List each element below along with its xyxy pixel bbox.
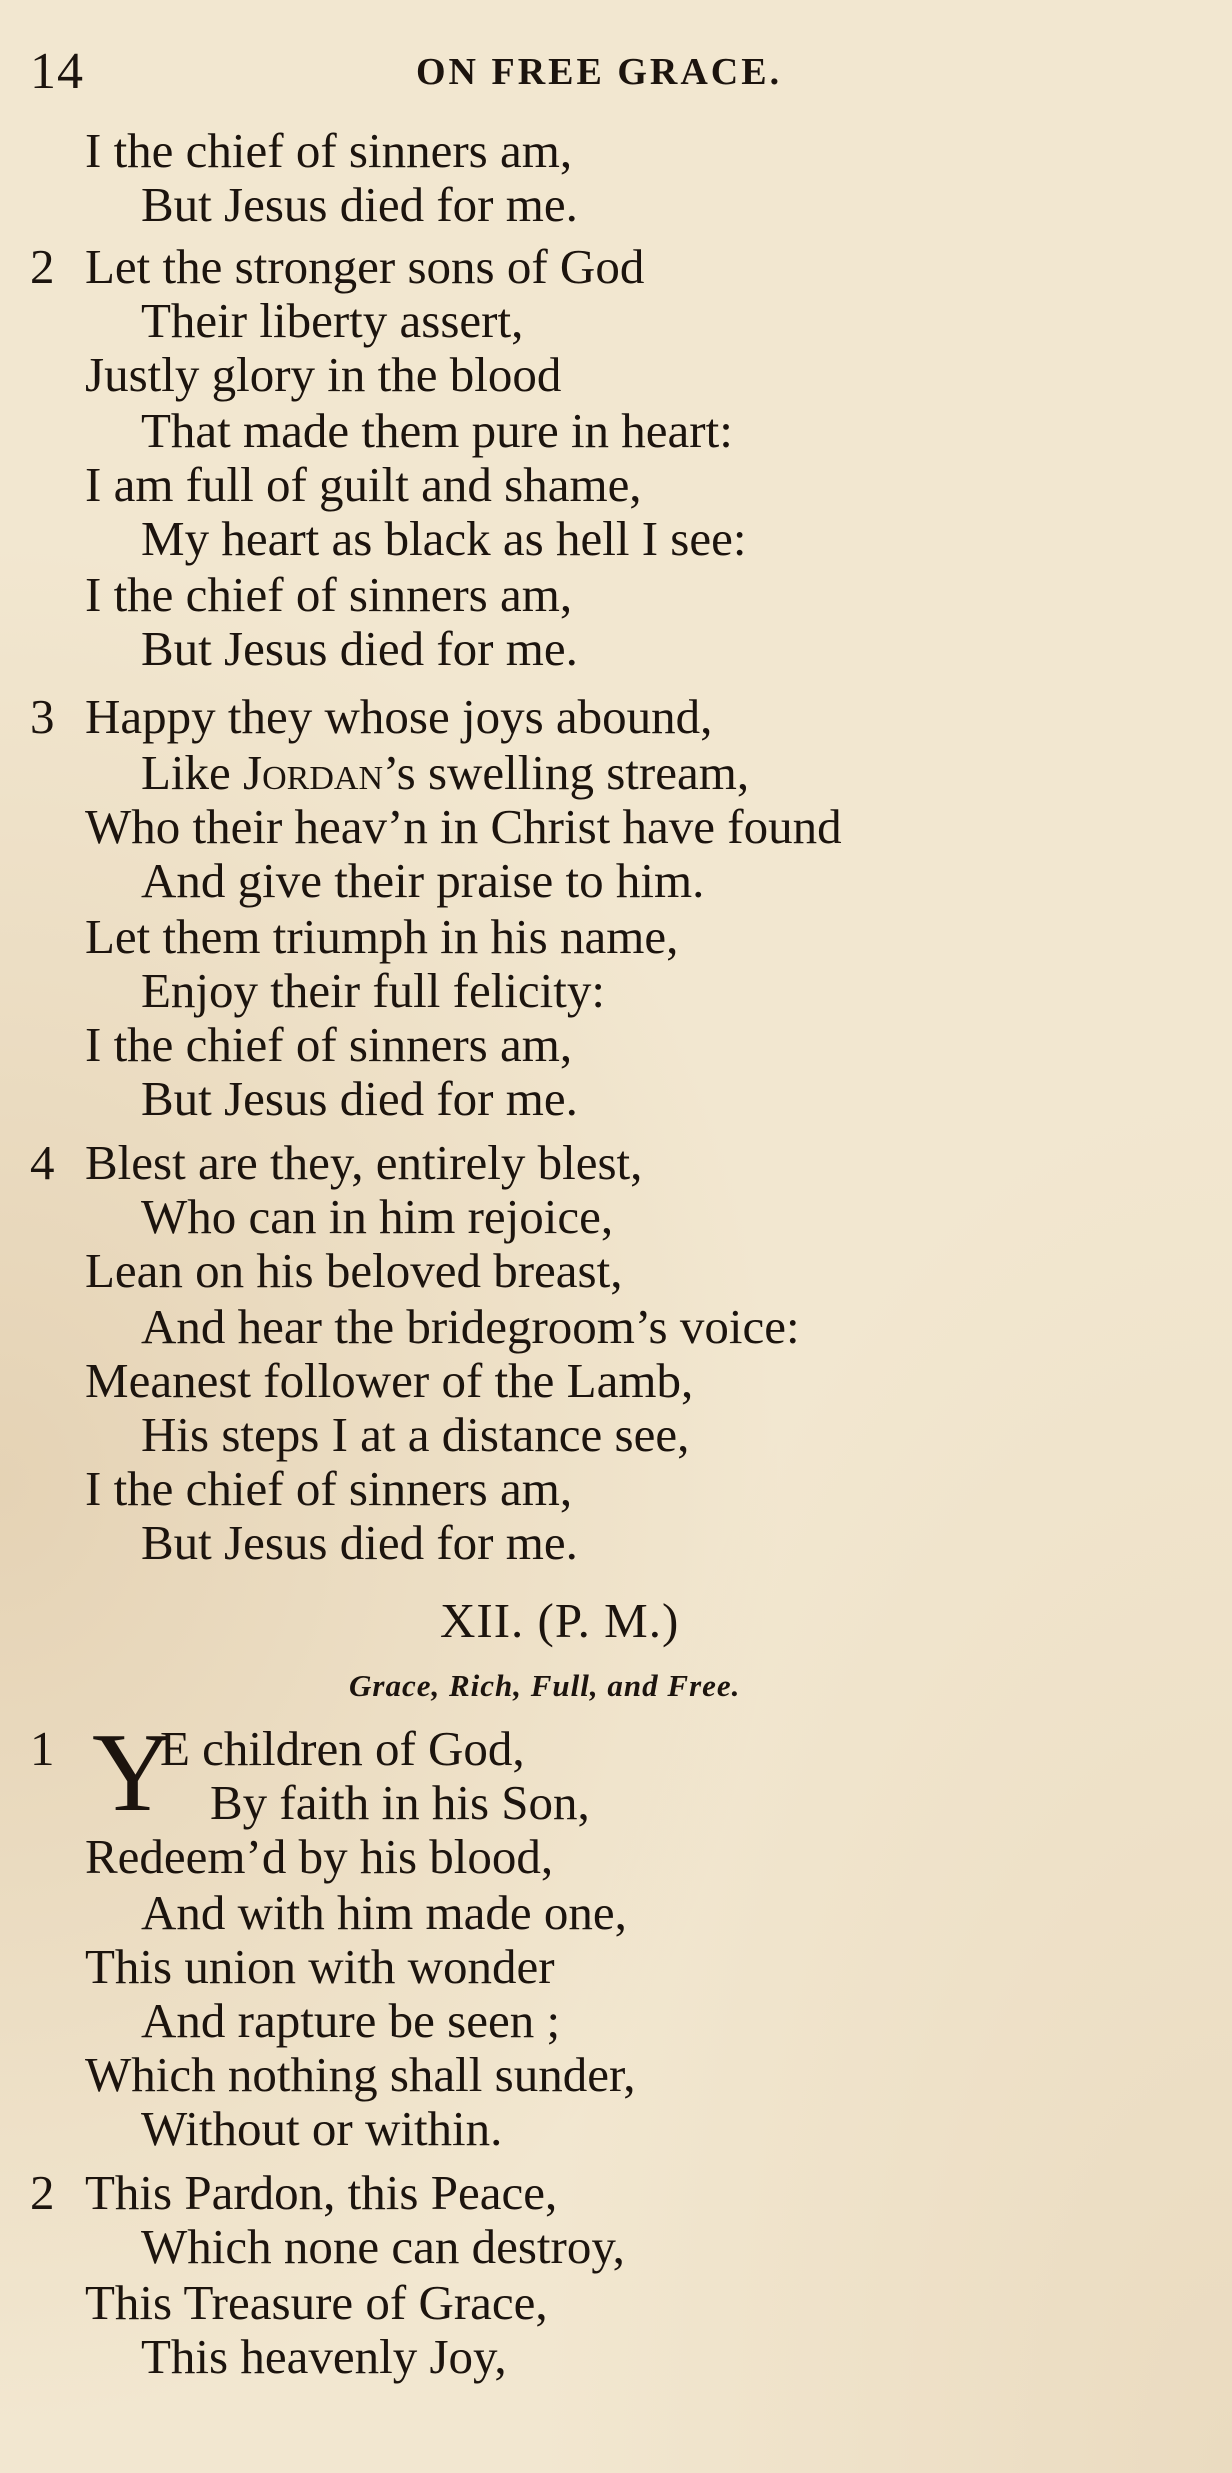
verse-line: By faith in his Son, [210,1775,590,1830]
verse-line: And give their praise to him. [141,853,705,908]
verse-line: But Jesus died for me. [141,1071,578,1126]
verse-line: This Treasure of Grace, [85,2275,548,2330]
verse-line: And rapture be seen ; [141,1993,561,2048]
verse-line: I am full of guilt and shame, [85,457,642,512]
running-title: ON FREE GRACE. [416,51,783,93]
verse-line: Let the stronger sons of God [85,239,645,294]
verse-line: But Jesus died for me. [141,177,578,232]
verse-line: Who their heav’n in Christ have found [85,799,842,854]
verse-line: But Jesus died for me. [141,1515,578,1570]
verse-line: His steps I at a distance see, [141,1407,690,1462]
verse-line: Let them triumph in his name, [85,909,679,964]
verse-line: Redeem’d by his blood, [85,1829,554,1884]
hymn-subtitle: Grace, Rich, Full, and Free. [349,1668,741,1703]
verse-line: I the chief of sinners am, [85,123,573,178]
verse-line: I the chief of sinners am, [85,567,573,622]
verse-line: This Pardon, this Peace, [85,2165,558,2220]
proper-name: Jordan [243,745,384,800]
verse-line: Which none can destroy, [141,2219,625,2274]
verse-line: Who can in him rejoice, [141,1189,614,1244]
verse-line: Their liberty assert, [141,293,524,348]
verse-line: But Jesus died for me. [141,621,578,676]
verse-line: E children of God, [160,1721,525,1776]
verse-line: Like Jordan’s swelling stream, [141,745,750,800]
stanza-number: 4 [30,1135,55,1190]
hymn-title: XII. (P. M.) [440,1593,680,1648]
stanza-number: 1 [30,1721,55,1776]
drop-cap: Y [92,1711,173,1835]
verse-line: I the chief of sinners am, [85,1017,573,1072]
verse-line: My heart as black as hell I see: [141,511,747,566]
verse-line: I the chief of sinners am, [85,1461,573,1516]
verse-line: And hear the bridegroom’s voice: [141,1299,800,1354]
verse-line: That made them pure in heart: [141,403,733,458]
stanza-number: 3 [30,689,55,744]
page-header [26,28,1206,98]
verse-line: And with him made one, [141,1885,627,1940]
verse-line: Lean on his beloved breast, [85,1243,623,1298]
verse-line: Blest are they, entirely blest, [85,1135,643,1190]
page-number: 14 [30,43,84,100]
stanza-number: 2 [30,239,55,294]
verse-line: Happy they whose joys abound, [85,689,713,744]
verse-line: Which nothing shall sunder, [85,2047,636,2102]
verse-line: Justly glory in the blood [85,347,562,402]
verse-line: This union with wonder [85,1939,555,1994]
verse-line: Meanest follower of the Lamb, [85,1353,694,1408]
stanza-number: 2 [30,2165,55,2220]
verse-line: Enjoy their full felicity: [141,963,606,1018]
verse-line: Without or within. [141,2101,503,2156]
verse-line: This heavenly Joy, [141,2329,507,2384]
